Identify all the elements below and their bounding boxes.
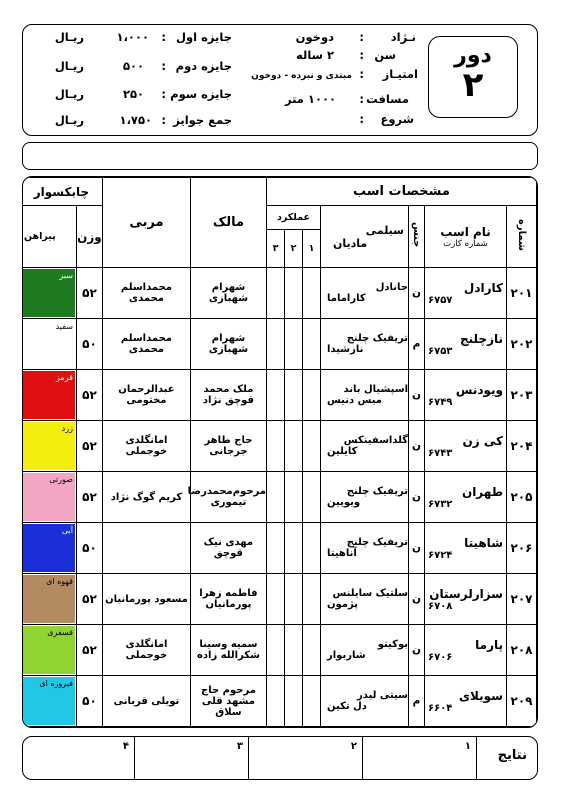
horse-sex: ن bbox=[409, 574, 425, 625]
horse-name: کی زن bbox=[462, 433, 503, 448]
owner-name: مهدی نیک قوچق bbox=[190, 523, 266, 574]
points-label: امتیـاز bbox=[382, 67, 418, 81]
trainer-name: محمداسلم محمدی bbox=[102, 319, 190, 370]
age-label: سن bbox=[374, 48, 396, 62]
jockey-weight: ۵۲ bbox=[76, 574, 102, 625]
perf3-cell bbox=[266, 268, 284, 319]
table-row bbox=[22, 676, 537, 727]
silk-swatch: سفید bbox=[22, 320, 75, 368]
perf2-cell bbox=[285, 472, 303, 523]
place-1: ۱ bbox=[464, 741, 471, 752]
table-row bbox=[22, 523, 537, 574]
card-number: ۶۷۲۴ bbox=[428, 549, 453, 561]
owner-name: ملک محمد قوچق نژاد bbox=[190, 370, 266, 421]
silk-header: پیراهن bbox=[22, 206, 76, 268]
trainer-name: عبدالرحمان مختومی bbox=[102, 370, 190, 421]
entries-table bbox=[22, 176, 538, 728]
sire-name: سیتی لیدر bbox=[357, 690, 408, 701]
distance-value: ۱۰۰۰ متر bbox=[284, 92, 336, 106]
perf2-cell bbox=[285, 268, 303, 319]
round-box bbox=[428, 36, 518, 118]
horse-name-header: نام اسب bbox=[440, 224, 491, 239]
silk-swatch: قهوه ای bbox=[22, 575, 75, 623]
horse-name: طهران bbox=[461, 484, 503, 499]
horse-sex: ن bbox=[409, 625, 425, 676]
perf1-cell bbox=[303, 676, 321, 727]
results-label: نتایج bbox=[497, 748, 527, 763]
total-currency: ریـال bbox=[54, 113, 84, 127]
results-footer bbox=[22, 736, 538, 780]
dam-name: کاراماما bbox=[327, 293, 366, 304]
sex-header: جنس bbox=[411, 222, 422, 248]
perf2-cell bbox=[285, 574, 303, 625]
prize2-value: ۵۰۰ bbox=[122, 59, 144, 73]
silk-swatch: آبی bbox=[22, 524, 75, 572]
perf1-header: ۱ bbox=[303, 230, 321, 268]
breed-value: دوخون bbox=[295, 30, 334, 44]
sire-name: تریفیک چلنج bbox=[346, 333, 408, 344]
owner-header: مالک bbox=[190, 178, 266, 268]
breed-label: نـژاد bbox=[390, 30, 416, 44]
distance-label: مسافت bbox=[366, 92, 409, 106]
card-number: ۶۶۰۴ bbox=[428, 702, 453, 714]
silk-swatch: زرد bbox=[22, 422, 75, 470]
horse-name: نازچلنج bbox=[459, 331, 503, 346]
sire-name: جانادل bbox=[375, 282, 408, 293]
jockey-weight: ۵۰ bbox=[76, 676, 102, 727]
age-value: ۲ ساله bbox=[296, 48, 334, 62]
jockey-weight: ۵۰ bbox=[76, 319, 102, 370]
dam-name: پژمون bbox=[327, 599, 358, 610]
dam-name: کایلین bbox=[327, 446, 358, 457]
prize2-label: جایزه دوم bbox=[175, 59, 232, 73]
prize1-currency: ریـال bbox=[54, 30, 84, 44]
dam-name: میس دنیس bbox=[327, 395, 382, 406]
silk-swatch: قرمز bbox=[22, 371, 75, 419]
jockey-weight: ۵۲ bbox=[76, 268, 102, 319]
card-number: ۶۷۴۹ bbox=[428, 396, 453, 408]
trainer-name: امانگلدی خوجملی bbox=[102, 421, 190, 472]
horse-number: ۲۰۶ bbox=[507, 523, 537, 574]
horse-name: سویلای bbox=[459, 688, 503, 703]
perf3-cell bbox=[266, 676, 284, 727]
jockey-weight: ۵۲ bbox=[76, 421, 102, 472]
perf3-header: ۳ bbox=[266, 230, 284, 268]
card-number: ۶۷۳۲ bbox=[428, 498, 453, 510]
trainer-name: کریم گوگ نژاد bbox=[102, 472, 190, 523]
place-4: ۴ bbox=[122, 741, 129, 752]
place-3: ۳ bbox=[236, 741, 243, 752]
sire-name: تریفیک چلنج bbox=[346, 537, 408, 548]
perf1-cell bbox=[303, 625, 321, 676]
performance-header: عملکرد bbox=[266, 206, 320, 230]
round-number: ۲ bbox=[462, 65, 484, 105]
dam-name: دل تکین bbox=[327, 701, 367, 712]
jockey-weight: ۵۲ bbox=[76, 370, 102, 421]
horse-number: ۲۰۳ bbox=[507, 370, 537, 421]
place-2: ۲ bbox=[350, 741, 357, 752]
horse-sex: ن bbox=[409, 268, 425, 319]
horse-specs-header: مشخصات اسب bbox=[266, 178, 536, 206]
card-number-header: شماره کارت bbox=[443, 238, 488, 249]
sire-header: سیلمی bbox=[365, 223, 404, 237]
notes-box bbox=[22, 142, 538, 170]
perf1-cell bbox=[303, 370, 321, 421]
sire-name: تریفیک چلنج bbox=[346, 486, 408, 497]
perf2-cell bbox=[285, 625, 303, 676]
prize2-currency: ریـال bbox=[54, 59, 84, 73]
perf3-cell bbox=[266, 625, 284, 676]
perf3-cell bbox=[266, 472, 284, 523]
prize1-label: جایزه اول bbox=[176, 30, 232, 44]
silk-swatch: سبز bbox=[22, 269, 75, 317]
table-row bbox=[22, 472, 537, 523]
horse-number: ۲۰۷ bbox=[507, 574, 537, 625]
dam-name: ویویین bbox=[327, 497, 361, 508]
perf2-cell bbox=[285, 676, 303, 727]
trainer-name: محمداسلم محمدی bbox=[102, 268, 190, 319]
owner-name: فاطمه زهرا پورمانیان bbox=[190, 574, 266, 625]
total-label: جمع جوایز bbox=[173, 113, 232, 127]
card-number: ۶۷۵۷ bbox=[428, 294, 453, 306]
horse-name: کارادل bbox=[463, 280, 503, 295]
card-number: ۶۷۰۸ bbox=[428, 600, 453, 612]
prize1-value: ۱،۰۰۰ bbox=[116, 30, 149, 44]
trainer-name bbox=[102, 523, 190, 574]
sire-name: گلداسفینکس bbox=[343, 435, 408, 446]
perf2-cell bbox=[285, 523, 303, 574]
dam-name: شاربوار bbox=[327, 650, 366, 661]
owner-name: سمیه وسینا شکرالله زاده bbox=[190, 625, 266, 676]
table-row bbox=[22, 319, 537, 370]
trainer-name: امانگلدی خوجملی bbox=[102, 625, 190, 676]
start-label: شروع bbox=[380, 112, 414, 126]
prize3-value: ۲۵۰ bbox=[122, 87, 144, 101]
perf2-cell bbox=[285, 370, 303, 421]
card-number: ۶۷۰۶ bbox=[428, 651, 453, 663]
jockey-weight: ۵۲ bbox=[76, 625, 102, 676]
perf3-cell bbox=[266, 523, 284, 574]
silk-swatch: فسفری bbox=[22, 626, 75, 674]
perf1-cell bbox=[303, 523, 321, 574]
perf2-cell bbox=[285, 421, 303, 472]
owner-name: حاج طاهر جرجانی bbox=[190, 421, 266, 472]
dam-name: نازشیدا bbox=[327, 344, 364, 355]
perf2-cell bbox=[285, 319, 303, 370]
jockey-weight: ۵۲ bbox=[76, 472, 102, 523]
prize3-currency: ریـال bbox=[54, 87, 84, 101]
trainer-name: مسعود پورمانیان bbox=[102, 574, 190, 625]
perf1-cell bbox=[303, 268, 321, 319]
perf3-cell bbox=[266, 421, 284, 472]
trainer-header: مربی bbox=[102, 178, 190, 268]
weight-header: وزن bbox=[76, 206, 102, 268]
sire-name: بوکیتو bbox=[377, 639, 408, 650]
number-header: شماره bbox=[516, 219, 527, 251]
perf1-cell bbox=[303, 421, 321, 472]
horse-sex: ن bbox=[409, 523, 425, 574]
horse-number: ۲۰۹ bbox=[507, 676, 537, 727]
horse-name: سزارلرستان bbox=[429, 586, 503, 601]
table-row bbox=[22, 370, 537, 421]
perf3-cell bbox=[266, 370, 284, 421]
horse-sex: ن bbox=[409, 421, 425, 472]
horse-number: ۲۰۱ bbox=[507, 268, 537, 319]
jockey-header: چابکسوار bbox=[22, 178, 102, 206]
horse-sex: ن bbox=[409, 370, 425, 421]
horse-number: ۲۰۵ bbox=[507, 472, 537, 523]
owner-name: شهرام شهبازی bbox=[190, 268, 266, 319]
perf1-cell bbox=[303, 472, 321, 523]
perf1-cell bbox=[303, 574, 321, 625]
horse-name: ویودنس bbox=[455, 382, 503, 397]
trainer-name: تویلی قربانی bbox=[102, 676, 190, 727]
horse-sex: م bbox=[409, 676, 425, 727]
perf3-cell bbox=[266, 574, 284, 625]
prize3-label: جایزه سوم bbox=[170, 87, 232, 101]
round-label: دور bbox=[454, 43, 492, 68]
points-value: مبتدی و نبرده - دوخون bbox=[251, 71, 352, 81]
table-row bbox=[22, 625, 537, 676]
perf1-cell bbox=[303, 319, 321, 370]
owner-name: مرحوم حاج مشهد قلی سلاق bbox=[190, 676, 266, 727]
total-value: ۱،۷۵۰ bbox=[119, 113, 152, 127]
owner-name: شهرام شهبازی bbox=[190, 319, 266, 370]
perf2-header: ۲ bbox=[285, 230, 303, 268]
horse-number: ۲۰۴ bbox=[507, 421, 537, 472]
horse-name: پارما bbox=[475, 637, 503, 652]
card-number: ۶۷۴۳ bbox=[428, 447, 453, 459]
horse-sex: م bbox=[409, 319, 425, 370]
table-row bbox=[22, 268, 537, 319]
dam-header: مادیان bbox=[333, 236, 368, 250]
horse-sex: ن bbox=[409, 472, 425, 523]
owner-name: مرحوم‌محمدرضا تیموری bbox=[190, 472, 266, 523]
card-number: ۶۷۵۳ bbox=[428, 345, 453, 357]
perf3-cell bbox=[266, 319, 284, 370]
horse-name: شاهیتا bbox=[464, 535, 503, 550]
sire-name: سلتیک سایلنس bbox=[332, 588, 408, 599]
table-row bbox=[22, 574, 537, 625]
dam-name: آناهیتا bbox=[327, 548, 357, 559]
horse-number: ۲۰۲ bbox=[507, 319, 537, 370]
silk-swatch: فیروزه ای bbox=[22, 677, 75, 725]
sire-name: اسپشیال باند bbox=[343, 384, 408, 395]
jockey-weight: ۵۰ bbox=[76, 523, 102, 574]
table-row bbox=[22, 421, 537, 472]
silk-swatch: صورتی bbox=[22, 473, 75, 521]
horse-number: ۲۰۸ bbox=[507, 625, 537, 676]
